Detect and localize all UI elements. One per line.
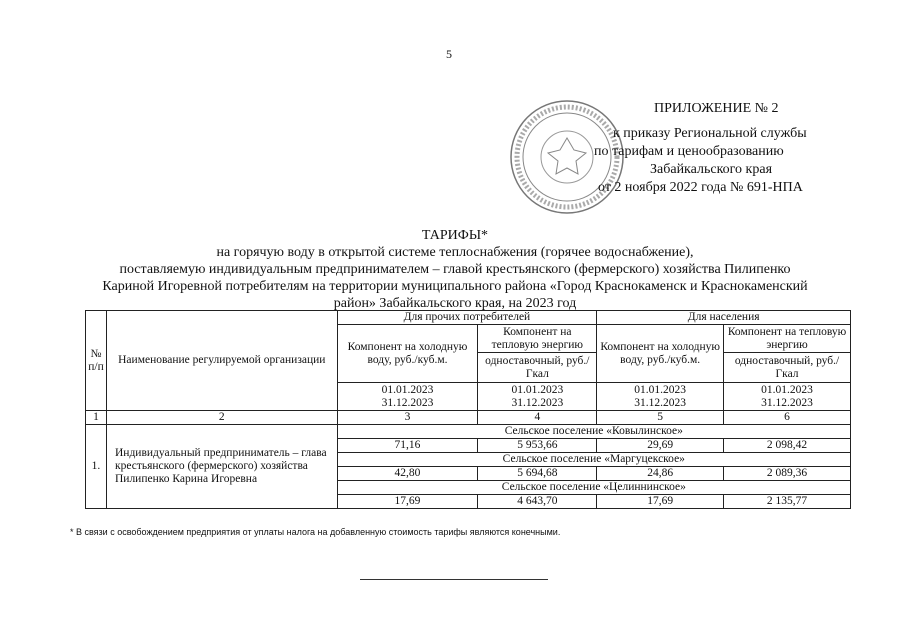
heading-line: район» Забайкальского края, на 2023 год bbox=[333, 296, 577, 311]
appendix-title: ПРИЛОЖЕНИЕ № 2 bbox=[654, 101, 779, 116]
header-heat-component: Компонент на тепловую энергию bbox=[724, 325, 851, 353]
value-cell: 5 953,66 bbox=[478, 439, 597, 453]
heading-title: ТАРИФЫ* bbox=[421, 228, 489, 243]
heading-line: на горячую воду в открытой системе теплоснабжения (горячее водоснабжение), bbox=[216, 245, 694, 260]
index-cell: 3 bbox=[337, 411, 478, 425]
header-group-other: Для прочих потребителей bbox=[337, 311, 597, 325]
header-period: 01.01.2023 31.12.2023 bbox=[337, 383, 478, 411]
value-cell: 42,80 bbox=[337, 467, 478, 481]
document-heading bbox=[60, 227, 850, 312]
value-cell: 24,86 bbox=[597, 467, 724, 481]
row-number: 1. bbox=[86, 425, 107, 509]
appendix-line: к приказу Региональной службы bbox=[613, 126, 807, 141]
appendix-line: от 2 ноября 2022 года № 691-НПА bbox=[598, 180, 803, 195]
value-cell: 17,69 bbox=[597, 495, 724, 509]
index-cell: 2 bbox=[106, 411, 337, 425]
page-number: 5 bbox=[446, 47, 452, 61]
value-cell: 2 089,36 bbox=[724, 467, 851, 481]
index-row bbox=[86, 411, 851, 425]
header-period: 01.01.2023 31.12.2023 bbox=[478, 383, 597, 411]
heading-line: Кариной Игоревной потребителям на территории муниципального района «Город Краснокаменск и Краснокаменский bbox=[102, 279, 808, 294]
header-period: 01.01.2023 31.12.2023 bbox=[724, 383, 851, 411]
value-cell: 29,69 bbox=[597, 439, 724, 453]
appendix-line: по тарифам и ценообразованию bbox=[594, 144, 784, 159]
header-heat-unit: одноставочный, руб./Гкал bbox=[478, 353, 597, 383]
value-cell: 5 694,68 bbox=[478, 467, 597, 481]
organization-name: Индивидуальный предприниматель – глава крестьянского (фермерского) хозяйства Пилипенко Карина Игоревна bbox=[106, 425, 337, 509]
divider-line bbox=[360, 579, 548, 580]
header-period: 01.01.2023 31.12.2023 bbox=[597, 383, 724, 411]
value-cell: 2 135,77 bbox=[724, 495, 851, 509]
value-cell: 2 098,42 bbox=[724, 439, 851, 453]
header-group-population: Для населения bbox=[597, 311, 851, 325]
index-cell: 4 bbox=[478, 411, 597, 425]
index-cell: 5 bbox=[597, 411, 724, 425]
settlement-name: Сельское поселение «Целиннинское» bbox=[337, 481, 850, 495]
header-organization: Наименование регулируемой организации bbox=[106, 311, 337, 411]
index-cell: 6 bbox=[724, 411, 851, 425]
settlement-name: Сельское поселение «Маргуцекское» bbox=[337, 453, 850, 467]
header-num: № п/п bbox=[86, 311, 107, 411]
header-cold-component: Компонент на холодную воду, руб./куб.м. bbox=[597, 325, 724, 383]
value-cell: 4 643,70 bbox=[478, 495, 597, 509]
header-heat-unit: одноставочный, руб./Гкал bbox=[724, 353, 851, 383]
appendix-block bbox=[594, 100, 880, 197]
value-cell: 71,16 bbox=[337, 439, 478, 453]
header-cold-component: Компонент на холодную воду, руб./куб.м. bbox=[337, 325, 478, 383]
header-heat-component: Компонент на тепловую энергию bbox=[478, 325, 597, 353]
index-cell: 1 bbox=[86, 411, 107, 425]
heading-line: поставляемую индивидуальным предпринимателем – главой крестьянского (фермерского) хозяйства Пилипенко bbox=[119, 262, 791, 277]
tariff-table bbox=[85, 310, 851, 509]
value-cell: 17,69 bbox=[337, 495, 478, 509]
footnote: * В связи с освобождением предприятия от уплаты налога на добавленную стоимость тарифы являются конечными. bbox=[70, 527, 561, 537]
settlement-name: Сельское поселение «Ковылинское» bbox=[337, 425, 850, 439]
appendix-line: Забайкальского края bbox=[650, 162, 773, 177]
